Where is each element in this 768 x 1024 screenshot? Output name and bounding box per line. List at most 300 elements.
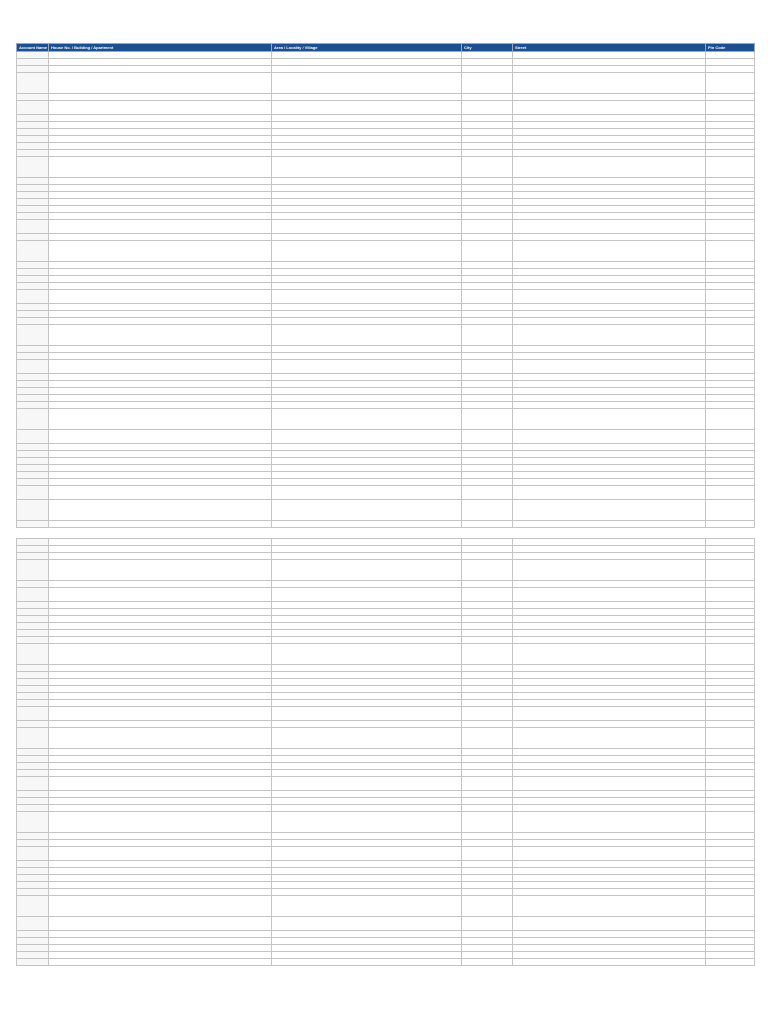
- pin-code-cell: [706, 931, 755, 938]
- area-locality-cell: [272, 353, 462, 360]
- city-cell: [462, 875, 513, 882]
- street-cell: [513, 129, 706, 136]
- street-cell: [513, 500, 706, 521]
- header-house-building: House No. / Building / Apartment: [49, 44, 272, 52]
- street-cell: [513, 290, 706, 304]
- table-row: [17, 560, 755, 581]
- table-row: [17, 150, 755, 157]
- area-locality-cell: [272, 560, 462, 581]
- table-row: [17, 101, 755, 115]
- area-locality-cell: [272, 486, 462, 500]
- account-name-cell: [17, 728, 49, 749]
- account-name-cell: [17, 206, 49, 213]
- table-row: [17, 700, 755, 707]
- pin-code-cell: [706, 917, 755, 931]
- house-building-cell: [49, 609, 272, 616]
- street-cell: [513, 465, 706, 472]
- city-cell: [462, 283, 513, 290]
- account-name-cell: [17, 798, 49, 805]
- area-locality-cell: [272, 721, 462, 728]
- account-name-cell: [17, 833, 49, 840]
- street-cell: [513, 143, 706, 150]
- house-building-cell: [49, 952, 272, 959]
- table-row: [17, 486, 755, 500]
- pin-code-cell: [706, 707, 755, 721]
- account-name-cell: [17, 388, 49, 395]
- account-name-cell: [17, 178, 49, 185]
- area-locality-cell: [272, 311, 462, 318]
- area-locality-cell: [272, 430, 462, 444]
- pin-code-cell: [706, 325, 755, 346]
- account-name-cell: [17, 805, 49, 812]
- account-name-cell: [17, 952, 49, 959]
- city-cell: [462, 521, 513, 528]
- street-cell: [513, 756, 706, 763]
- table-row: [17, 945, 755, 952]
- street-cell: [513, 115, 706, 122]
- table-row: [17, 861, 755, 868]
- account-name-cell: [17, 122, 49, 129]
- area-locality-cell: [272, 472, 462, 479]
- city-cell: [462, 500, 513, 521]
- table-row: [17, 451, 755, 458]
- street-cell: [513, 609, 706, 616]
- area-locality-cell: [272, 199, 462, 206]
- table-row: [17, 840, 755, 847]
- area-locality-cell: [272, 388, 462, 395]
- city-cell: [462, 686, 513, 693]
- table-row: [17, 220, 755, 234]
- house-building-cell: [49, 486, 272, 500]
- account-name-cell: [17, 304, 49, 311]
- city-cell: [462, 868, 513, 875]
- account-name-cell: [17, 868, 49, 875]
- table-row: [17, 500, 755, 521]
- street-cell: [513, 931, 706, 938]
- table-row: [17, 213, 755, 220]
- table-row: [17, 693, 755, 700]
- street-cell: [513, 861, 706, 868]
- street-cell: [513, 630, 706, 637]
- pin-code-cell: [706, 472, 755, 479]
- area-locality-cell: [272, 749, 462, 756]
- city-cell: [462, 402, 513, 409]
- city-cell: [462, 777, 513, 791]
- city-cell: [462, 458, 513, 465]
- street-cell: [513, 150, 706, 157]
- pin-code-cell: [706, 679, 755, 686]
- pin-code-cell: [706, 728, 755, 749]
- street-cell: [513, 805, 706, 812]
- city-cell: [462, 178, 513, 185]
- area-locality-cell: [272, 889, 462, 896]
- house-building-cell: [49, 157, 272, 178]
- city-cell: [462, 805, 513, 812]
- street-cell: [513, 360, 706, 374]
- account-name-cell: [17, 234, 49, 241]
- city-cell: [462, 602, 513, 609]
- city-cell: [462, 609, 513, 616]
- pin-code-cell: [706, 500, 755, 521]
- account-name-cell: [17, 269, 49, 276]
- house-building-cell: [49, 539, 272, 546]
- house-building-cell: [49, 945, 272, 952]
- street-cell: [513, 311, 706, 318]
- city-cell: [462, 623, 513, 630]
- table-row: [17, 66, 755, 73]
- city-cell: [462, 637, 513, 644]
- account-name-cell: [17, 276, 49, 283]
- area-locality-cell: [272, 931, 462, 938]
- table-row: [17, 581, 755, 588]
- table-row: [17, 917, 755, 931]
- account-name-cell: [17, 896, 49, 917]
- area-locality-cell: [272, 444, 462, 451]
- pin-code-cell: [706, 791, 755, 798]
- account-name-cell: [17, 500, 49, 521]
- account-name-cell: [17, 472, 49, 479]
- city-cell: [462, 812, 513, 833]
- area-locality-cell: [272, 241, 462, 262]
- pin-code-cell: [706, 192, 755, 199]
- street-cell: [513, 451, 706, 458]
- city-cell: [462, 861, 513, 868]
- pin-code-cell: [706, 157, 755, 178]
- area-locality-cell: [272, 150, 462, 157]
- street-cell: [513, 791, 706, 798]
- table-row: [17, 269, 755, 276]
- house-building-cell: [49, 192, 272, 199]
- area-locality-cell: [272, 770, 462, 777]
- area-locality-cell: [272, 728, 462, 749]
- street-cell: [513, 283, 706, 290]
- account-name-cell: [17, 616, 49, 623]
- table-row: [17, 374, 755, 381]
- pin-code-cell: [706, 276, 755, 283]
- house-building-cell: [49, 122, 272, 129]
- table-row: [17, 672, 755, 679]
- account-name-cell: [17, 360, 49, 374]
- table-row: [17, 763, 755, 770]
- street-cell: [513, 581, 706, 588]
- account-name-cell: [17, 458, 49, 465]
- house-building-cell: [49, 728, 272, 749]
- city-cell: [462, 129, 513, 136]
- table-row: [17, 381, 755, 388]
- street-cell: [513, 959, 706, 966]
- account-name-cell: [17, 791, 49, 798]
- city-cell: [462, 945, 513, 952]
- house-building-cell: [49, 707, 272, 721]
- pin-code-cell: [706, 241, 755, 262]
- street-cell: [513, 325, 706, 346]
- city-cell: [462, 199, 513, 206]
- table-row: [17, 770, 755, 777]
- street-cell: [513, 644, 706, 665]
- table-row: [17, 798, 755, 805]
- table-row: [17, 94, 755, 101]
- house-building-cell: [49, 388, 272, 395]
- house-building-cell: [49, 798, 272, 805]
- city-cell: [462, 381, 513, 388]
- street-cell: [513, 458, 706, 465]
- city-cell: [462, 693, 513, 700]
- city-cell: [462, 840, 513, 847]
- pin-code-cell: [706, 409, 755, 430]
- top-table-body: [17, 52, 755, 528]
- table-row: [17, 458, 755, 465]
- pin-code-cell: [706, 686, 755, 693]
- house-building-cell: [49, 959, 272, 966]
- account-name-cell: [17, 882, 49, 889]
- header-street: Street: [513, 44, 706, 52]
- account-name-cell: [17, 644, 49, 665]
- house-building-cell: [49, 402, 272, 409]
- house-building-cell: [49, 73, 272, 94]
- account-name-cell: [17, 374, 49, 381]
- area-locality-cell: [272, 318, 462, 325]
- house-building-cell: [49, 318, 272, 325]
- pin-code-cell: [706, 868, 755, 875]
- city-cell: [462, 847, 513, 861]
- house-building-cell: [49, 721, 272, 728]
- pin-code-cell: [706, 451, 755, 458]
- street-cell: [513, 472, 706, 479]
- pin-code-cell: [706, 693, 755, 700]
- street-cell: [513, 304, 706, 311]
- account-name-cell: [17, 581, 49, 588]
- area-locality-cell: [272, 707, 462, 721]
- pin-code-cell: [706, 444, 755, 451]
- street-cell: [513, 353, 706, 360]
- area-locality-cell: [272, 637, 462, 644]
- house-building-cell: [49, 812, 272, 833]
- table-row: [17, 546, 755, 553]
- house-building-cell: [49, 560, 272, 581]
- account-name-cell: [17, 150, 49, 157]
- pin-code-cell: [706, 388, 755, 395]
- account-name-cell: [17, 192, 49, 199]
- table-row: [17, 234, 755, 241]
- pin-code-cell: [706, 465, 755, 472]
- house-building-cell: [49, 581, 272, 588]
- account-name-cell: [17, 59, 49, 66]
- area-locality-cell: [272, 882, 462, 889]
- city-cell: [462, 325, 513, 346]
- street-cell: [513, 241, 706, 262]
- pin-code-cell: [706, 553, 755, 560]
- street-cell: [513, 122, 706, 129]
- table-row: [17, 444, 755, 451]
- house-building-cell: [49, 360, 272, 374]
- pin-code-cell: [706, 283, 755, 290]
- city-cell: [462, 721, 513, 728]
- area-locality-cell: [272, 840, 462, 847]
- house-building-cell: [49, 630, 272, 637]
- house-building-cell: [49, 931, 272, 938]
- pin-code-cell: [706, 185, 755, 192]
- pin-code-cell: [706, 644, 755, 665]
- pin-code-cell: [706, 882, 755, 889]
- city-cell: [462, 630, 513, 637]
- pin-code-cell: [706, 588, 755, 602]
- pin-code-cell: [706, 206, 755, 213]
- pin-code-cell: [706, 546, 755, 553]
- city-cell: [462, 798, 513, 805]
- account-name-cell: [17, 213, 49, 220]
- account-name-cell: [17, 553, 49, 560]
- city-cell: [462, 150, 513, 157]
- account-name-cell: [17, 546, 49, 553]
- pin-code-cell: [706, 938, 755, 945]
- account-name-cell: [17, 479, 49, 486]
- street-cell: [513, 938, 706, 945]
- header-city: City: [462, 44, 513, 52]
- house-building-cell: [49, 840, 272, 847]
- account-name-cell: [17, 465, 49, 472]
- pin-code-cell: [706, 770, 755, 777]
- account-name-cell: [17, 395, 49, 402]
- city-cell: [462, 833, 513, 840]
- city-cell: [462, 262, 513, 269]
- account-name-cell: [17, 938, 49, 945]
- pin-code-cell: [706, 178, 755, 185]
- street-cell: [513, 749, 706, 756]
- city-cell: [462, 206, 513, 213]
- street-cell: [513, 777, 706, 791]
- street-cell: [513, 388, 706, 395]
- city-cell: [462, 213, 513, 220]
- pin-code-cell: [706, 623, 755, 630]
- account-name-cell: [17, 861, 49, 868]
- house-building-cell: [49, 693, 272, 700]
- account-name-cell: [17, 241, 49, 262]
- street-cell: [513, 686, 706, 693]
- account-name-cell: [17, 763, 49, 770]
- account-name-cell: [17, 686, 49, 693]
- area-locality-cell: [272, 213, 462, 220]
- street-cell: [513, 94, 706, 101]
- header-account-name: Account Name: [17, 44, 49, 52]
- pin-code-cell: [706, 122, 755, 129]
- table-row: [17, 539, 755, 546]
- city-cell: [462, 931, 513, 938]
- city-cell: [462, 374, 513, 381]
- header-row: [17, 44, 755, 52]
- table-row: [17, 959, 755, 966]
- city-cell: [462, 749, 513, 756]
- city-cell: [462, 241, 513, 262]
- house-building-cell: [49, 479, 272, 486]
- area-locality-cell: [272, 602, 462, 609]
- city-cell: [462, 234, 513, 241]
- table-row: [17, 833, 755, 840]
- house-building-cell: [49, 458, 272, 465]
- street-cell: [513, 546, 706, 553]
- city-cell: [462, 185, 513, 192]
- table-row: [17, 409, 755, 430]
- house-building-cell: [49, 199, 272, 206]
- house-building-cell: [49, 679, 272, 686]
- table-row: [17, 609, 755, 616]
- pin-code-cell: [706, 539, 755, 546]
- area-locality-cell: [272, 644, 462, 665]
- city-cell: [462, 581, 513, 588]
- street-cell: [513, 430, 706, 444]
- city-cell: [462, 304, 513, 311]
- pin-code-cell: [706, 798, 755, 805]
- street-cell: [513, 479, 706, 486]
- street-cell: [513, 521, 706, 528]
- area-locality-cell: [272, 234, 462, 241]
- street-cell: [513, 59, 706, 66]
- street-cell: [513, 721, 706, 728]
- street-cell: [513, 553, 706, 560]
- table-row: [17, 875, 755, 882]
- city-cell: [462, 700, 513, 707]
- bottom-address-table: [16, 538, 754, 966]
- city-cell: [462, 192, 513, 199]
- street-cell: [513, 770, 706, 777]
- house-building-cell: [49, 115, 272, 122]
- pin-code-cell: [706, 812, 755, 833]
- pin-code-cell: [706, 847, 755, 861]
- street-cell: [513, 868, 706, 875]
- pin-code-cell: [706, 581, 755, 588]
- house-building-cell: [49, 325, 272, 346]
- area-locality-cell: [272, 220, 462, 234]
- street-cell: [513, 213, 706, 220]
- house-building-cell: [49, 917, 272, 931]
- house-building-cell: [49, 553, 272, 560]
- street-cell: [513, 847, 706, 861]
- account-name-cell: [17, 539, 49, 546]
- area-locality-cell: [272, 269, 462, 276]
- house-building-cell: [49, 749, 272, 756]
- table-row: [17, 616, 755, 623]
- house-building-cell: [49, 374, 272, 381]
- table-row: [17, 136, 755, 143]
- street-cell: [513, 192, 706, 199]
- account-name-cell: [17, 679, 49, 686]
- table-row: [17, 115, 755, 122]
- pin-code-cell: [706, 875, 755, 882]
- house-building-cell: [49, 791, 272, 798]
- street-cell: [513, 707, 706, 721]
- house-building-cell: [49, 101, 272, 115]
- bottom-table-body: [17, 539, 755, 966]
- area-locality-cell: [272, 693, 462, 700]
- table-row: [17, 241, 755, 262]
- house-building-cell: [49, 637, 272, 644]
- area-locality-cell: [272, 346, 462, 353]
- area-locality-cell: [272, 206, 462, 213]
- area-locality-cell: [272, 59, 462, 66]
- pin-code-cell: [706, 749, 755, 756]
- area-locality-cell: [272, 952, 462, 959]
- house-building-cell: [49, 276, 272, 283]
- city-cell: [462, 269, 513, 276]
- pin-code-cell: [706, 616, 755, 623]
- street-cell: [513, 623, 706, 630]
- street-cell: [513, 763, 706, 770]
- area-locality-cell: [272, 875, 462, 882]
- table-row: [17, 52, 755, 59]
- street-cell: [513, 178, 706, 185]
- area-locality-cell: [272, 672, 462, 679]
- pin-code-cell: [706, 630, 755, 637]
- table-row: [17, 430, 755, 444]
